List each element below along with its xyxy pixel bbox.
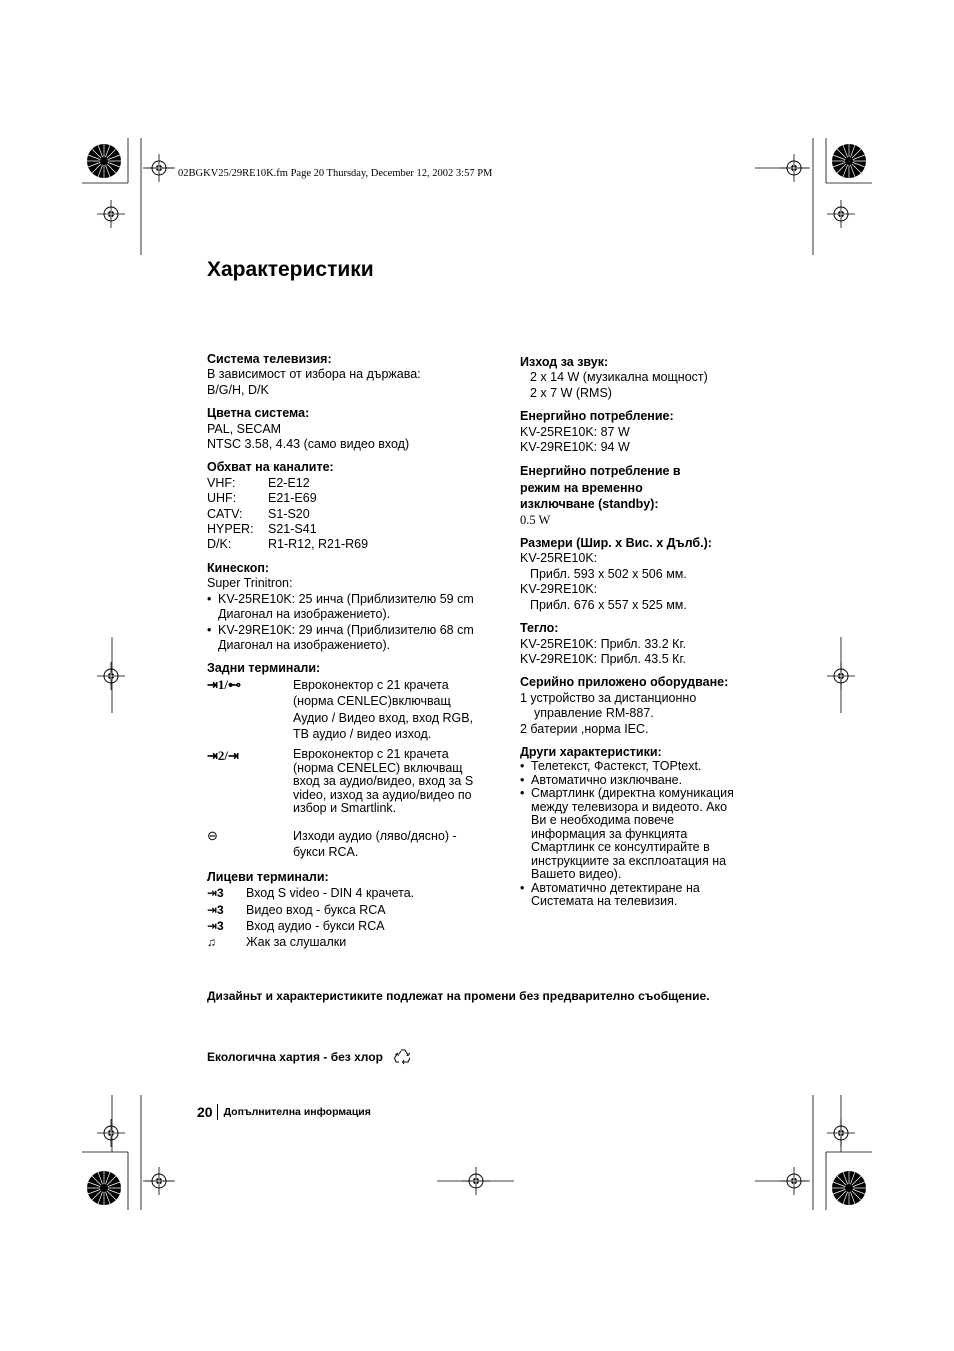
section-title: Задни терминали: xyxy=(207,661,321,676)
section-title: Серийно приложено оборудване: xyxy=(520,675,729,690)
section-title: Тегло: xyxy=(520,621,559,636)
tube-section xyxy=(207,561,497,653)
dimensions-section xyxy=(520,536,820,613)
band-label: UHF: xyxy=(207,491,237,506)
section-title: Лицеви терминали: xyxy=(207,869,329,884)
front-terminal xyxy=(207,902,497,918)
list-item: • Автоматично изключване. xyxy=(520,774,742,788)
channels-section xyxy=(207,460,497,552)
front-terminals-section xyxy=(207,870,497,951)
terminal-description: Вход S video - DIN 4 крачета. xyxy=(246,886,415,901)
section-title: Кинескоп: xyxy=(207,560,270,575)
section-title: Изход за звук: xyxy=(520,355,609,369)
front-terminal xyxy=(207,918,497,934)
audio-in-icon: ⇥3 xyxy=(207,919,224,934)
front-terminal xyxy=(207,934,497,950)
band-label: D/K: xyxy=(207,537,232,552)
terminal-description: Вход аудио - букси RCA xyxy=(246,919,385,934)
channel-row xyxy=(207,537,497,552)
spec-column-left xyxy=(207,352,497,959)
scart-1-icon: ⇥1/⊷ xyxy=(207,676,242,692)
text-line: 1 устройство за дистанционно xyxy=(520,690,697,705)
text-line: управление RM-887. xyxy=(534,706,654,721)
channel-row xyxy=(207,507,497,522)
terminal-description: Евроконектор с 21 крачета (норма CENELEC) включващ вход за аудио/видео, вход за S video, изход за аудио/видео по избор и Smartlink. xyxy=(293,747,474,816)
section-title: Размери (Шир. x Вис. x Дълб.): xyxy=(520,536,712,551)
section-title: Обхват на каналите: xyxy=(207,460,334,475)
text-line: 2 x 14 W (музикална мощност) xyxy=(530,370,708,385)
section-title: Енергийно потребление в xyxy=(520,464,681,479)
headphones-icon: ♫ xyxy=(207,935,216,950)
front-terminal xyxy=(207,885,497,901)
standby-value: 0.5 W xyxy=(520,512,551,527)
text-line: Super Trinitron: xyxy=(207,576,293,591)
standby-section xyxy=(520,463,820,528)
band-label: VHF: xyxy=(207,475,236,490)
text-line: NTSC 3.58, 4.43 (само видео вход) xyxy=(207,437,410,452)
other-features-section xyxy=(520,745,820,909)
change-notice: Дизайньт и характеристиките подлежат на промени без предварително съобщение. xyxy=(207,989,710,1003)
weight-section xyxy=(520,621,820,667)
list-item: • Автоматично детектиране на Системата на телевизия. xyxy=(520,882,742,909)
color-system-section xyxy=(207,406,497,452)
band-value: S1-S20 xyxy=(268,506,310,521)
band-label: CATV: xyxy=(207,506,243,521)
page-footer xyxy=(197,1104,371,1120)
rear-terminals-section xyxy=(207,661,497,860)
section-title: Система телевизия: xyxy=(207,352,332,366)
rear-terminal-3 xyxy=(207,828,497,860)
text-line: В зависимост от избора на държава: xyxy=(207,367,421,382)
text-line: KV-25RE10K: Прибл. 33.2 Кг. xyxy=(520,636,686,651)
text-line: Прибл. 676 x 557 x 525 мм. xyxy=(530,597,687,612)
list-item: • Смартлинк (директна комуникация между телевизора и видеото. Ако Ви е необходима повече информация за функцията Смартлинк се консултирайте в инструкциите за експлоатация на Вашето видео). xyxy=(520,787,742,882)
terminal-description: Жак за слушалки xyxy=(246,935,347,950)
text-line: KV-29RE10K: xyxy=(520,582,598,597)
text-line: KV-25RE10K: xyxy=(520,551,598,566)
eco-paper-text: Екологична хартия - без хлор xyxy=(207,1050,383,1064)
section-title: режим на временно xyxy=(520,480,643,495)
power-section xyxy=(520,409,820,455)
terminal-description: Евроконектор с 21 крачета (норма CENLEC)включващ Аудио / Видео вход, вход RGB, ТВ аудио / видео изход. xyxy=(293,677,474,741)
audio-output-section xyxy=(520,355,820,401)
tube-list xyxy=(207,592,497,654)
video-in-icon: ⇥3 xyxy=(207,902,224,917)
terminal-description: Изходи аудио (ляво/дясно) - букси RCA. xyxy=(293,828,457,859)
scart-2-icon: ⇥2/⇥ xyxy=(207,748,239,764)
list-item: • Телетекст, Фастекст, TOPtext. xyxy=(520,760,742,774)
section-title: изключване (standby): xyxy=(520,497,659,512)
spec-column-right xyxy=(520,355,820,917)
tv-system-section xyxy=(207,352,497,398)
section-title: Други характеристики: xyxy=(520,744,662,759)
text-line: KV-29RE10K: 94 W xyxy=(520,440,630,455)
text-line: B/G/H, D/K xyxy=(207,382,269,397)
rear-terminal-1 xyxy=(207,677,497,743)
footer-section-name: Допълнителна информация xyxy=(223,1106,371,1118)
band-value: S21-S41 xyxy=(268,522,317,537)
band-label: HYPER: xyxy=(207,522,254,537)
page-number: 20 xyxy=(197,1104,218,1120)
text-line: KV-25RE10K: 87 W xyxy=(520,424,630,439)
s-video-icon: ⇥3 xyxy=(207,886,224,901)
text-line: 2 батерии ,норма IEC. xyxy=(520,721,649,736)
list-item: • KV-25RE10K: 25 инча (Приблизителю 59 cm Диагонал на изображението). xyxy=(207,592,476,623)
band-value: E21-E69 xyxy=(268,491,317,506)
channel-row xyxy=(207,522,497,537)
recycle-icon xyxy=(393,1048,413,1066)
band-value: R1-R12, R21-R69 xyxy=(268,537,369,552)
terminal-description: Видео вход - букса RCA xyxy=(246,902,386,917)
list-item: • KV-29RE10K: 29 инча (Приблизителю 68 cm Диагонал на изображението). xyxy=(207,623,476,654)
text-line: 2 x 7 W (RMS) xyxy=(530,385,612,400)
text-line: Прибл. 593 x 502 x 506 мм. xyxy=(530,566,687,581)
page-title: Характеристики xyxy=(207,258,374,281)
accessories-section xyxy=(520,675,820,737)
channel-row xyxy=(207,476,497,491)
channel-row xyxy=(207,491,497,506)
section-title: Цветна система: xyxy=(207,406,310,421)
audio-out-icon: ⊖ xyxy=(207,827,218,843)
features-list xyxy=(520,760,742,909)
rear-terminal-2 xyxy=(207,748,497,816)
eco-paper-note xyxy=(207,1048,413,1066)
band-value: E2-E12 xyxy=(268,475,310,490)
file-header-line: 02BGKV25/29RE10K.fm Page 20 Thursday, December 12, 2002 3:57 PM xyxy=(178,168,493,179)
text-line: KV-29RE10K: Прибл. 43.5 Кг. xyxy=(520,651,686,666)
text-line: PAL, SECAM xyxy=(207,421,282,436)
section-title: Енергийно потребление: xyxy=(520,409,674,424)
